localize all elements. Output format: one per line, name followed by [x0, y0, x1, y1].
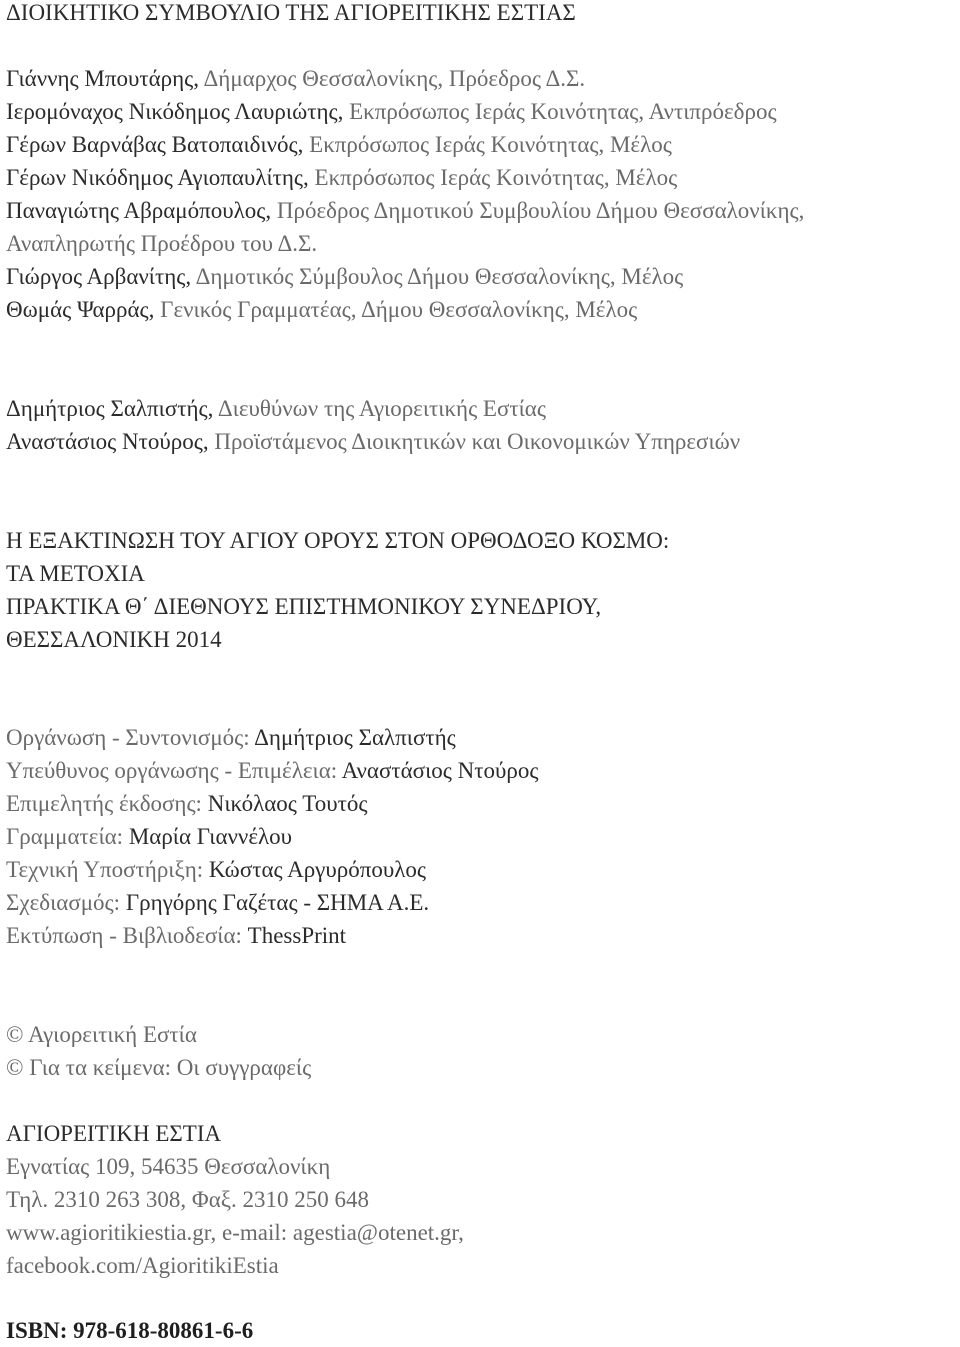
credit-value: Γρηγόρης Γαζέτας - ΣΗΜΑ Α.Ε.	[125, 890, 430, 915]
member-role: Δήμαρχος Θεσσαλονίκης, Πρόεδρος Δ.Σ.	[199, 66, 586, 91]
publisher-address: Εγνατίας 109, 54635 Θεσσαλονίκη	[6, 1154, 331, 1179]
title-line: ΤΑ ΜΕΤΟΧΙΑ	[6, 561, 145, 586]
credit-label: Εκτύπωση - Βιβλιοδεσία:	[6, 923, 248, 948]
board-member	[6, 62, 804, 95]
staff-section	[6, 392, 740, 458]
isbn: ISBN: 978-618-80861-6-6	[6, 1318, 254, 1343]
copyright-line: © Για τα κείμενα: Οι συγγραφείς	[6, 1055, 312, 1080]
member-name: Ιερομόναχος Νικόδημος Λαυριώτης,	[6, 99, 344, 124]
credit-label: Υπεύθυνος οργάνωσης - Επιμέλεια:	[6, 758, 342, 783]
credit-row	[6, 886, 538, 919]
board-section	[6, 0, 804, 326]
staff-name: Δημήτριος Σαλπιστής,	[6, 396, 214, 421]
member-role: Δημοτικός Σύμβουλος Δήμου Θεσσαλονίκης, Μέλος	[191, 264, 684, 289]
credit-value: Μαρία Γιαννέλου	[128, 824, 293, 849]
board-member	[6, 293, 804, 326]
member-role: Εκπρόσωπος Ιεράς Κοινότητας, Μέλος	[303, 132, 672, 157]
staff-member	[6, 425, 740, 458]
credits-section	[6, 721, 538, 952]
publisher-facebook: facebook.com/AgioritikiEstia	[6, 1253, 279, 1278]
credit-row	[6, 754, 538, 787]
member-name: Γιώργος Αρβανίτης,	[6, 264, 192, 289]
board-heading: ΔΙΟΙΚΗΤΙΚΟ ΣΥΜΒΟΥΛΙΟ ΤΗΣ ΑΓΙΟΡΕΙΤΙΚΗΣ ΕΣΤΙΑΣ	[6, 0, 576, 25]
credit-label: Τεχνική Υποστήριξη:	[6, 857, 209, 882]
member-name: Γιάννης Μπουτάρης,	[6, 66, 200, 91]
board-member	[6, 161, 804, 194]
publisher-phone: Τηλ. 2310 263 308, Φαξ. 2310 250 648	[6, 1187, 369, 1212]
member-name: Παναγιώτης Αβραμόπουλος,	[6, 198, 272, 223]
credit-value: Αναστάσιος Ντούρος	[341, 758, 539, 783]
credit-value: Νικόλαος Τουτός	[207, 791, 368, 816]
member-name: Γέρων Νικόδημος Αγιοπαυλίτης,	[6, 165, 309, 190]
title-line: ΘΕΣΣΑΛΟΝΙΚΗ 2014	[6, 627, 222, 652]
member-name: Γέρων Βαρνάβας Βατοπαιδινός,	[6, 132, 304, 157]
title-line: Η ΕΞΑΚΤΙΝΩΣΗ ΤΟΥ ΑΓΙΟΥ ΟΡΟΥΣ ΣΤΟΝ ΟΡΘΟΔΟΞΟ ΚΟΣΜΟ:	[6, 528, 670, 553]
credit-row	[6, 787, 538, 820]
credit-row	[6, 721, 538, 754]
member-role: Γενικός Γραμματέας, Δήμου Θεσσαλονίκης, Μέλος	[154, 297, 638, 322]
credit-label: Σχεδιασμός:	[6, 890, 126, 915]
board-member	[6, 95, 804, 128]
credit-label: Επιμελητής έκδοσης:	[6, 791, 208, 816]
member-role: Εκπρόσωπος Ιεράς Κοινότητας, Μέλος	[308, 165, 678, 190]
member-name: Θωμάς Ψαρράς,	[6, 297, 155, 322]
credit-label: Οργάνωση - Συντονισμός:	[6, 725, 255, 750]
credit-row	[6, 919, 538, 952]
credit-label: Γραμματεία:	[6, 824, 129, 849]
staff-name: Αναστάσιος Ντούρος,	[6, 429, 209, 454]
staff-role: Διευθύνων της Αγιορειτικής Εστίας	[213, 396, 546, 421]
staff-member	[6, 392, 740, 425]
board-member	[6, 227, 804, 260]
member-role: Πρόεδρος Δημοτικού Συμβουλίου Δήμου Θεσσαλονίκης,	[271, 198, 805, 223]
member-role: Εκπρόσωπος Ιεράς Κοινότητας, Αντιπρόεδρος	[343, 99, 777, 124]
credit-row	[6, 853, 538, 886]
board-member	[6, 260, 804, 293]
publisher-name: ΑΓΙΟΡΕΙΤΙΚΗ ΕΣΤΙΑ	[6, 1121, 222, 1146]
publisher-web: www.agioritikiestia.gr, e-mail: agestia@otenet.gr,	[6, 1220, 464, 1245]
copyright-section	[6, 1018, 311, 1084]
publisher-section	[6, 1117, 464, 1282]
copyright-line: © Αγιορειτική Εστία	[6, 1022, 197, 1047]
title-block	[6, 524, 669, 656]
credit-value: Δημήτριος Σαλπιστής	[254, 725, 456, 750]
board-member	[6, 128, 804, 161]
title-line: ΠΡΑΚΤΙΚΑ Θ΄ ΔΙΕΘΝΟΥΣ ΕΠΙΣΤΗΜΟΝΙΚΟΥ ΣΥΝΕΔΡΙΟΥ,	[6, 594, 602, 619]
board-member	[6, 194, 804, 227]
credit-value: ThessPrint	[247, 923, 347, 948]
member-role: Αναπληρωτής Προέδρου του Δ.Σ.	[6, 231, 318, 256]
credit-value: Κώστας Αργυρόπουλος	[208, 857, 426, 882]
credit-row	[6, 820, 538, 853]
staff-role: Προϊστάμενος Διοικητικών και Οικονομικών Υπηρεσιών	[208, 429, 741, 454]
